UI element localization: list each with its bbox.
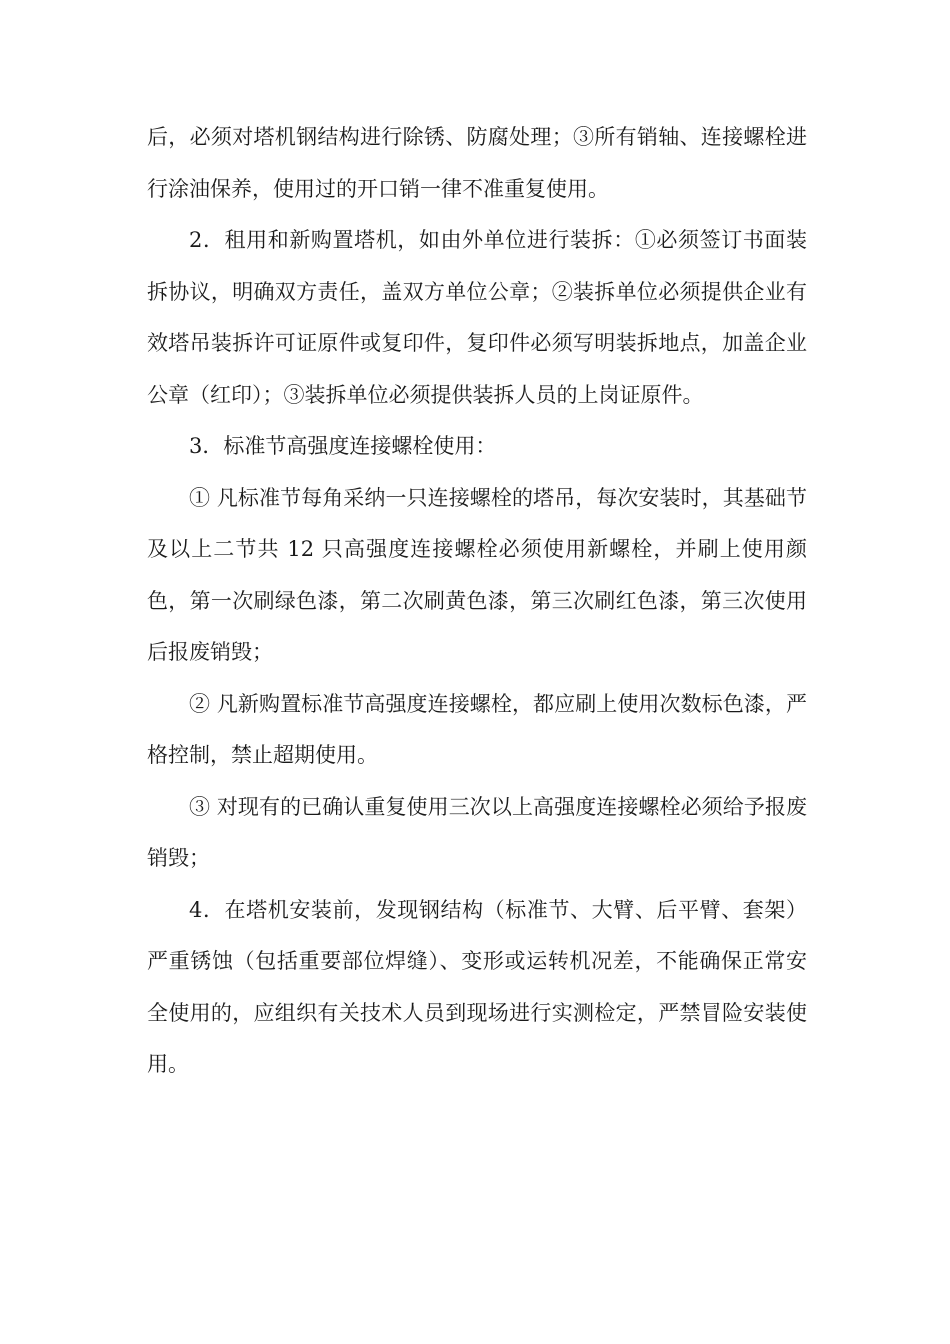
- paragraph-item-3-2: ② 凡新购置标准节高强度连接螺栓，都应刷上使用次数标色漆，严格控制，禁止超期使用。: [147, 691, 807, 767]
- paragraph-item-4: 4．在塔机安装前，发现钢结构（标准节、大臂、后平臂、套架）严重锈蚀（包括重要部位焊缝）、变形或运转机况差，不能确保正常安全使用的，应组织有关技术人员到现场进行实测检定，严禁冒险安装使用。: [147, 897, 807, 1076]
- paragraph-item-3: 3．标准节高强度连接螺栓使用：: [189, 434, 497, 458]
- document-page: [147, 112, 807, 1091]
- paragraph-item-3-3: ③ 对现有的已确认重复使用三次以上高强度连接螺栓必须给予报废销毁；: [147, 794, 807, 870]
- paragraph-continuation: 后，必须对塔机钢结构进行除锈、防腐处理；③所有销轴、连接螺栓进行涂油保养，使用过的开口销一律不准重复使用。: [147, 125, 807, 201]
- paragraph-item-2: 2．租用和新购置塔机，如由外单位进行装拆：①必须签订书面装拆协议，明确双方责任，盖双方单位公章；②装拆单位必须提供企业有效塔吊装拆许可证原件或复印件，复印件必须写明装拆地点，加盖企业公章（红印）；③装拆单位必须提供装拆人员的上岗证原件。: [147, 228, 807, 407]
- paragraph-item-3-1: ① 凡标准节每角采纳一只连接螺栓的塔吊，每次安装时，其基础节及以上二节共 12 只高强度连接螺栓必须使用新螺栓，并刷上使用颜色，第一次刷绿色漆，第二次刷黄色漆，第三次刷红色漆，第三次使用后报废销毁；: [147, 485, 807, 664]
